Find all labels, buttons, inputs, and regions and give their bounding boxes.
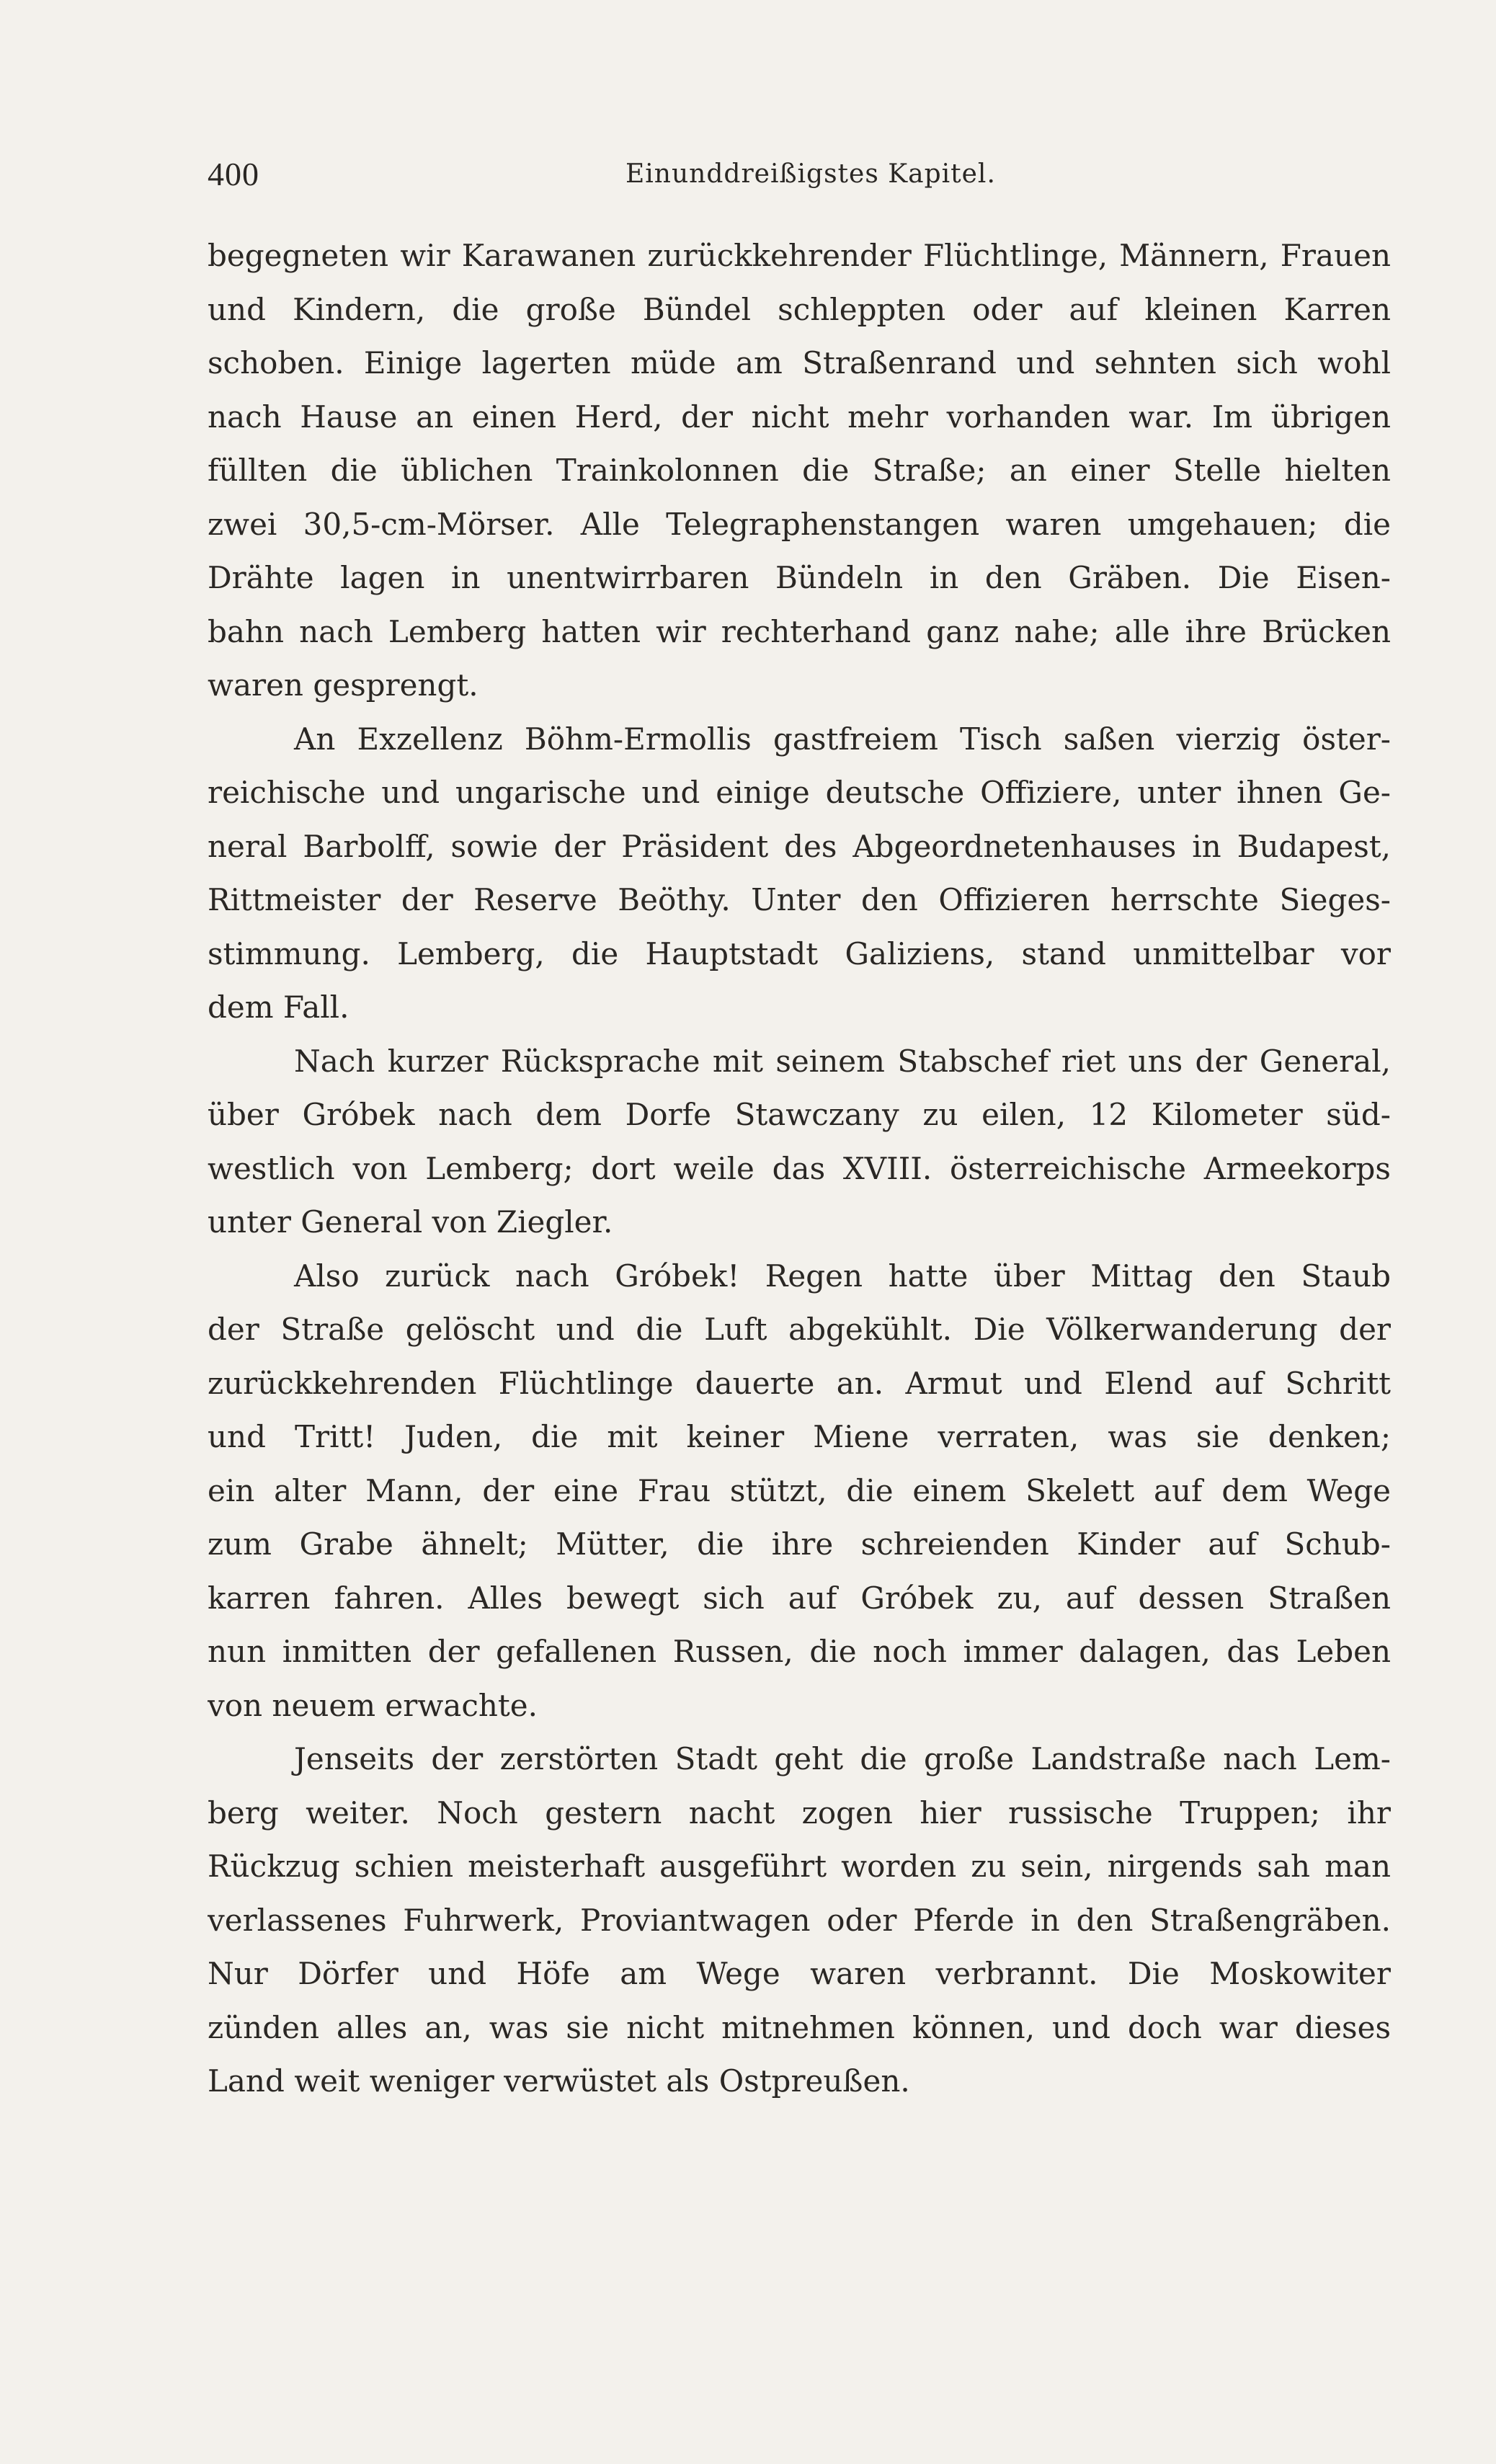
text-line: reichische und ungarische und einige deutsche Offiziere, unter ihnen Ge- xyxy=(208,775,1391,810)
text-line: füllten die üblichen Trainkolonnen die Straße; an einer Stelle hielten xyxy=(208,453,1391,488)
text-line: Rückzug schien meisterhaft ausgeführt worden zu sein, nirgends sah man xyxy=(208,1849,1391,1884)
text-line: der Straße gelöscht und die Luft abgekühlt. Die Völkerwanderung der xyxy=(208,1312,1391,1347)
text-line: berg weiter. Noch gestern nacht zogen hier russische Truppen; ihr xyxy=(208,1794,1391,1831)
text-line: und Kindern, die große Bündel schleppten oder auf kleinen Karren xyxy=(208,291,1391,327)
text-line: stimmung. Lemberg, die Hauptstadt Galiziens, stand unmittelbar vor xyxy=(208,935,1391,971)
body-text xyxy=(208,229,1391,2109)
text-line: westlich von Lemberg; dort weile das XVIII. österreichische Armeekorps xyxy=(208,1150,1391,1186)
text-line: karren fahren. Alles bewegt sich auf Gróbek zu, auf dessen Straßen xyxy=(208,1580,1391,1616)
text-line: zünden alles an, was sie nicht mitnehmen können, und doch war dieses xyxy=(208,2009,1391,2045)
text-line: über Gróbek nach dem Dorfe Stawczany zu eilen, 12 Kilometer süd- xyxy=(208,1097,1391,1132)
text-line: Drähte lagen in unentwirrbaren Bündeln in den Gräben. Die Eisen- xyxy=(208,560,1391,595)
text-line: dem Fall. xyxy=(208,989,349,1025)
text-line: zurückkehrenden Flüchtlinge dauerte an. Armut und Elend auf Schritt xyxy=(208,1365,1391,1401)
text-line: begegneten wir Karawanen zurückkehrender Flüchtlinge, Männern, Frauen xyxy=(208,238,1391,273)
text-line: Rittmeister der Reserve Beöthy. Unter den Offizieren herrschte Sieges- xyxy=(208,882,1391,917)
text-line: schoben. Einige lagerten müde am Straßenrand und sehnten sich wohl xyxy=(208,345,1391,381)
text-line: neral Barbolff, sowie der Präsident des Abgeordnetenhauses in Budapest, xyxy=(208,828,1391,864)
text-line: nach Hause an einen Herd, der nicht mehr vorhanden war. Im übrigen xyxy=(208,399,1391,435)
text-line: verlassenes Fuhrwerk, Proviantwagen oder Pferde in den Straßengräben. xyxy=(208,1902,1391,1938)
text-line: bahn nach Lemberg hatten wir rechterhand ganz nahe; alle ihre Brücken xyxy=(208,613,1391,649)
page-number: 400 xyxy=(208,156,259,192)
text-line: Jenseits der zerstörten Stadt geht die große Landstraße nach Lem- xyxy=(294,1741,1391,1776)
running-head: Einunddreißigstes Kapitel. xyxy=(625,159,996,189)
text-line: und Tritt! Juden, die mit keiner Miene verraten, was sie denken; xyxy=(208,1419,1391,1454)
text-line: ein alter Mann, der eine Frau stützt, die einem Skelett auf dem Wege xyxy=(208,1472,1391,1508)
text-line: Also zurück nach Gróbek! Regen hatte über Mittag den Staub xyxy=(294,1258,1391,1294)
text-line: Nur Dörfer und Höfe am Wege waren verbrannt. Die Moskowiter xyxy=(208,1956,1391,1991)
text-line: zwei 30,5-cm-Mörser. Alle Telegraphenstangen waren umgehauen; die xyxy=(208,506,1391,542)
page-header xyxy=(208,153,1389,196)
text-line: zum Grabe ähnelt; Mütter, die ihre schreienden Kinder auf Schub- xyxy=(208,1526,1391,1562)
text-line: waren gesprengt. xyxy=(208,667,478,703)
text-line: unter General von Ziegler. xyxy=(208,1204,613,1240)
text-line: Land weit weniger verwüstet als Ostpreußen. xyxy=(208,2063,910,2099)
text-line: Nach kurzer Rücksprache mit seinem Stabschef riet uns der General, xyxy=(294,1043,1391,1079)
text-line: An Exzellenz Böhm-Ermollis gastfreiem Tisch saßen vierzig öster- xyxy=(294,721,1391,757)
text-line: nun inmitten der gefallenen Russen, die noch immer dalagen, das Leben xyxy=(208,1634,1391,1669)
text-line: von neuem erwachte. xyxy=(208,1687,538,1723)
